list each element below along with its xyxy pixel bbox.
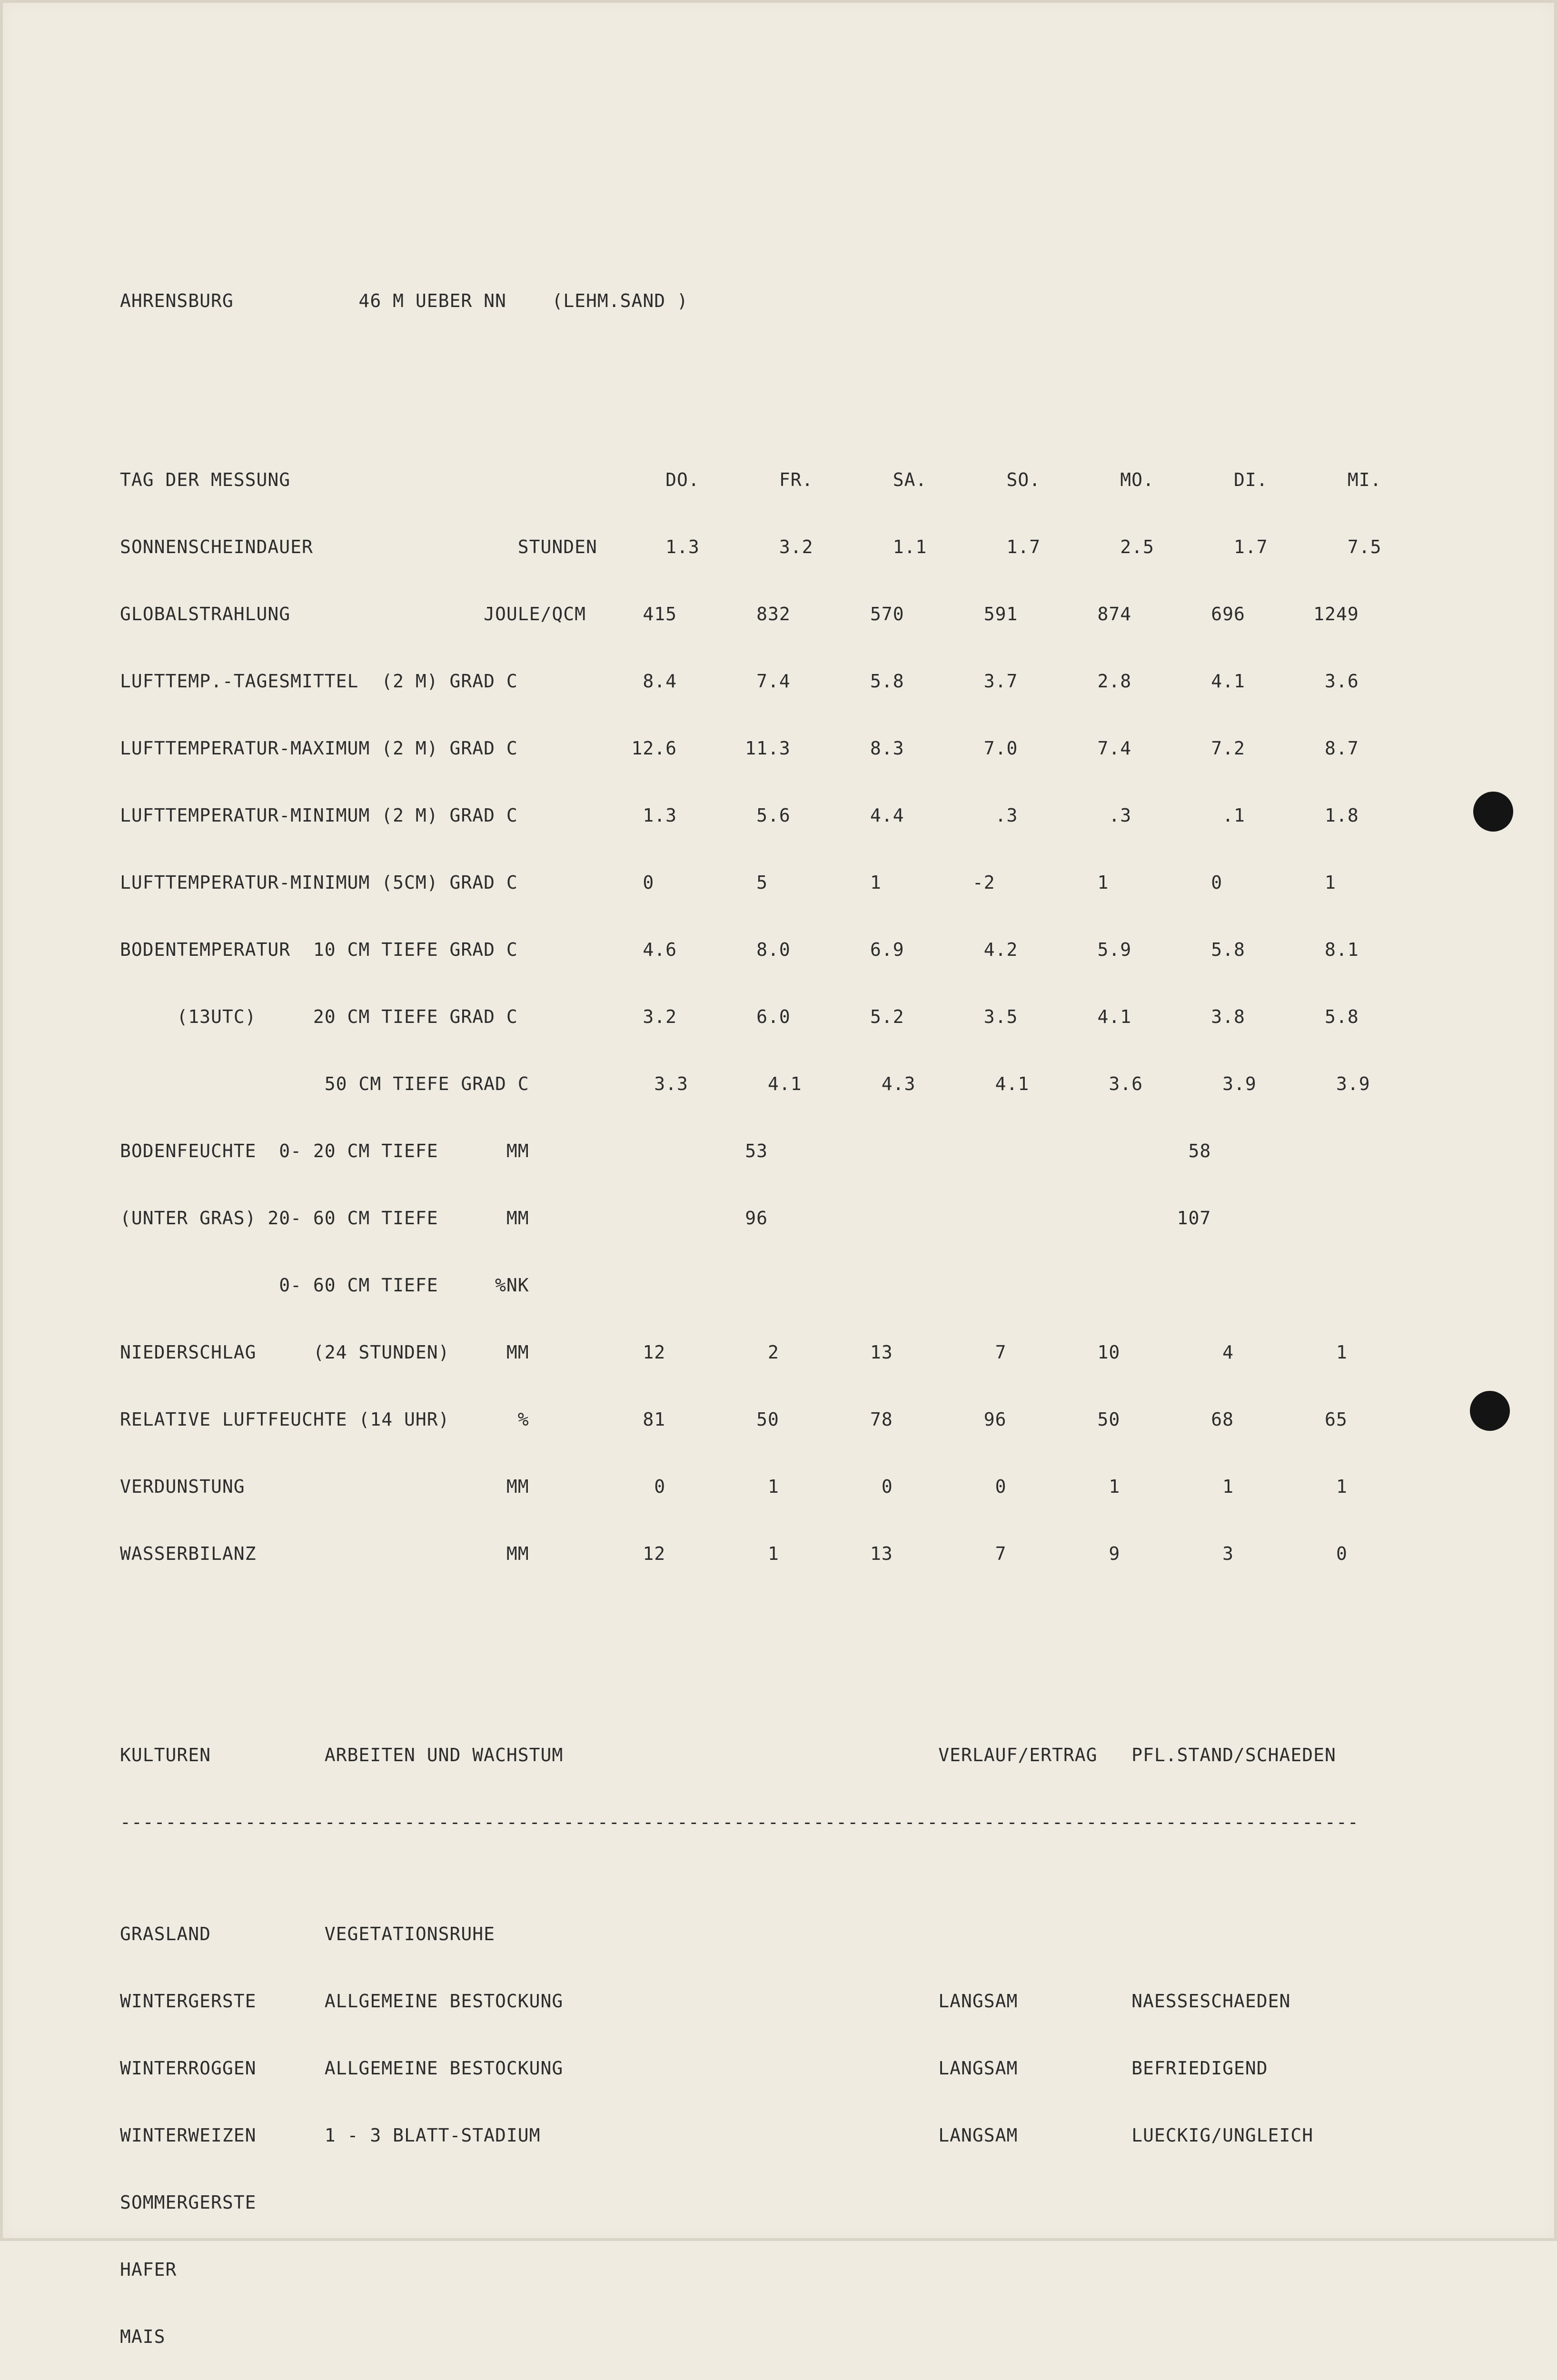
measurement-row: (13UTC) 20 CM TIEFE GRAD C 3.2 6.0 5.2 3.5 4.1 3.8 5.8 [120,1006,1359,1027]
crops-header: KULTUREN ARBEITEN UND WACHSTUM VERLAUF/ERTRAG PFL.STAND/SCHAEDEN [120,1745,1336,1765]
measurement-row: LUFTTEMPERATUR-MINIMUM (2 M) GRAD C 1.3 5.6 4.4 .3 .3 .1 1.8 [120,805,1359,826]
measurement-row: LUFTTEMP.-TAGESMITTEL (2 M) GRAD C 8.4 7.4 5.8 3.7 2.8 4.1 3.6 [120,671,1359,692]
crop-row: GRASLAND VEGETATIONSRUHE [120,1924,495,1944]
measurement-row: GLOBALSTRAHLUNG JOULE/QCM 415 832 570 591 874 696 1249 [120,604,1359,625]
measurement-row: RELATIVE LUFTFEUCHTE (14 UHR) % 81 50 78 96 50 68 65 [120,1409,1348,1430]
measurement-row: BODENTEMPERATUR 10 CM TIEFE GRAD C 4.6 8.0 6.9 4.2 5.9 5.8 8.1 [120,939,1359,960]
station-ahrensburg [120,245,1382,2380]
measurement-table [120,424,1382,1610]
punch-hole [1473,792,1513,832]
crop-row: MAIS [120,2326,166,2347]
crop-row: WINTERGERSTE ALLGEMEINE BESTOCKUNG LANGSAM NAESSESCHAEDEN [120,1991,1291,2012]
crops-table [120,1878,1358,2380]
measurement-row: TAG DER MESSUNG DO. FR. SA. SO. MO. DI. MI. [120,469,1382,490]
measurement-row: 0- 60 CM TIEFE %NK [120,1275,529,1296]
measurement-row: WASSERBILANZ MM 12 1 13 7 9 3 0 [120,1543,1348,1564]
measurement-row: SONNENSCHEINDAUER STUNDEN 1.3 3.2 1.1 1.7 2.5 1.7 7.5 [120,536,1382,557]
measurement-row: LUFTTEMPERATUR-MAXIMUM (2 M) GRAD C 12.6 11.3 8.3 7.0 7.4 7.2 8.7 [120,738,1359,759]
measurement-row: VERDUNSTUNG MM 0 1 0 0 1 1 1 [120,1476,1348,1497]
crop-row: SOMMERGERSTE [120,2192,257,2213]
measurement-row: BODENFEUCHTE 0- 20 CM TIEFE MM 53 58 [120,1140,1211,1161]
divider: ------------------------------------------------------------------------------------------------------------- [120,1812,1359,1833]
measurement-row: LUFTTEMPERATUR-MINIMUM (5CM) GRAD C 0 5 1 -2 1 0 1 [120,872,1336,893]
measurement-row: NIEDERSCHLAG (24 STUNDEN) MM 12 2 13 7 10 4 1 [120,1342,1348,1363]
measurement-row: 50 CM TIEFE GRAD C 3.3 4.1 4.3 4.1 3.6 3.9 3.9 [120,1073,1370,1094]
crop-row: WINTERWEIZEN 1 - 3 BLATT-STADIUM LANGSAM LUECKIG/UNGLEICH [120,2125,1314,2146]
report-text [120,178,1382,2380]
crop-row: HAFER [120,2259,177,2280]
measurement-row: (UNTER GRAS) 20- 60 CM TIEFE MM 96 107 [120,1208,1211,1229]
crop-row: WINTERROGGEN ALLGEMEINE BESTOCKUNG LANGSAM BEFRIEDIGEND [120,2058,1268,2079]
punch-hole [1470,1391,1510,1431]
station-header: AHRENSBURG 46 M UEBER NN (LEHM.SAND ) [120,290,688,311]
